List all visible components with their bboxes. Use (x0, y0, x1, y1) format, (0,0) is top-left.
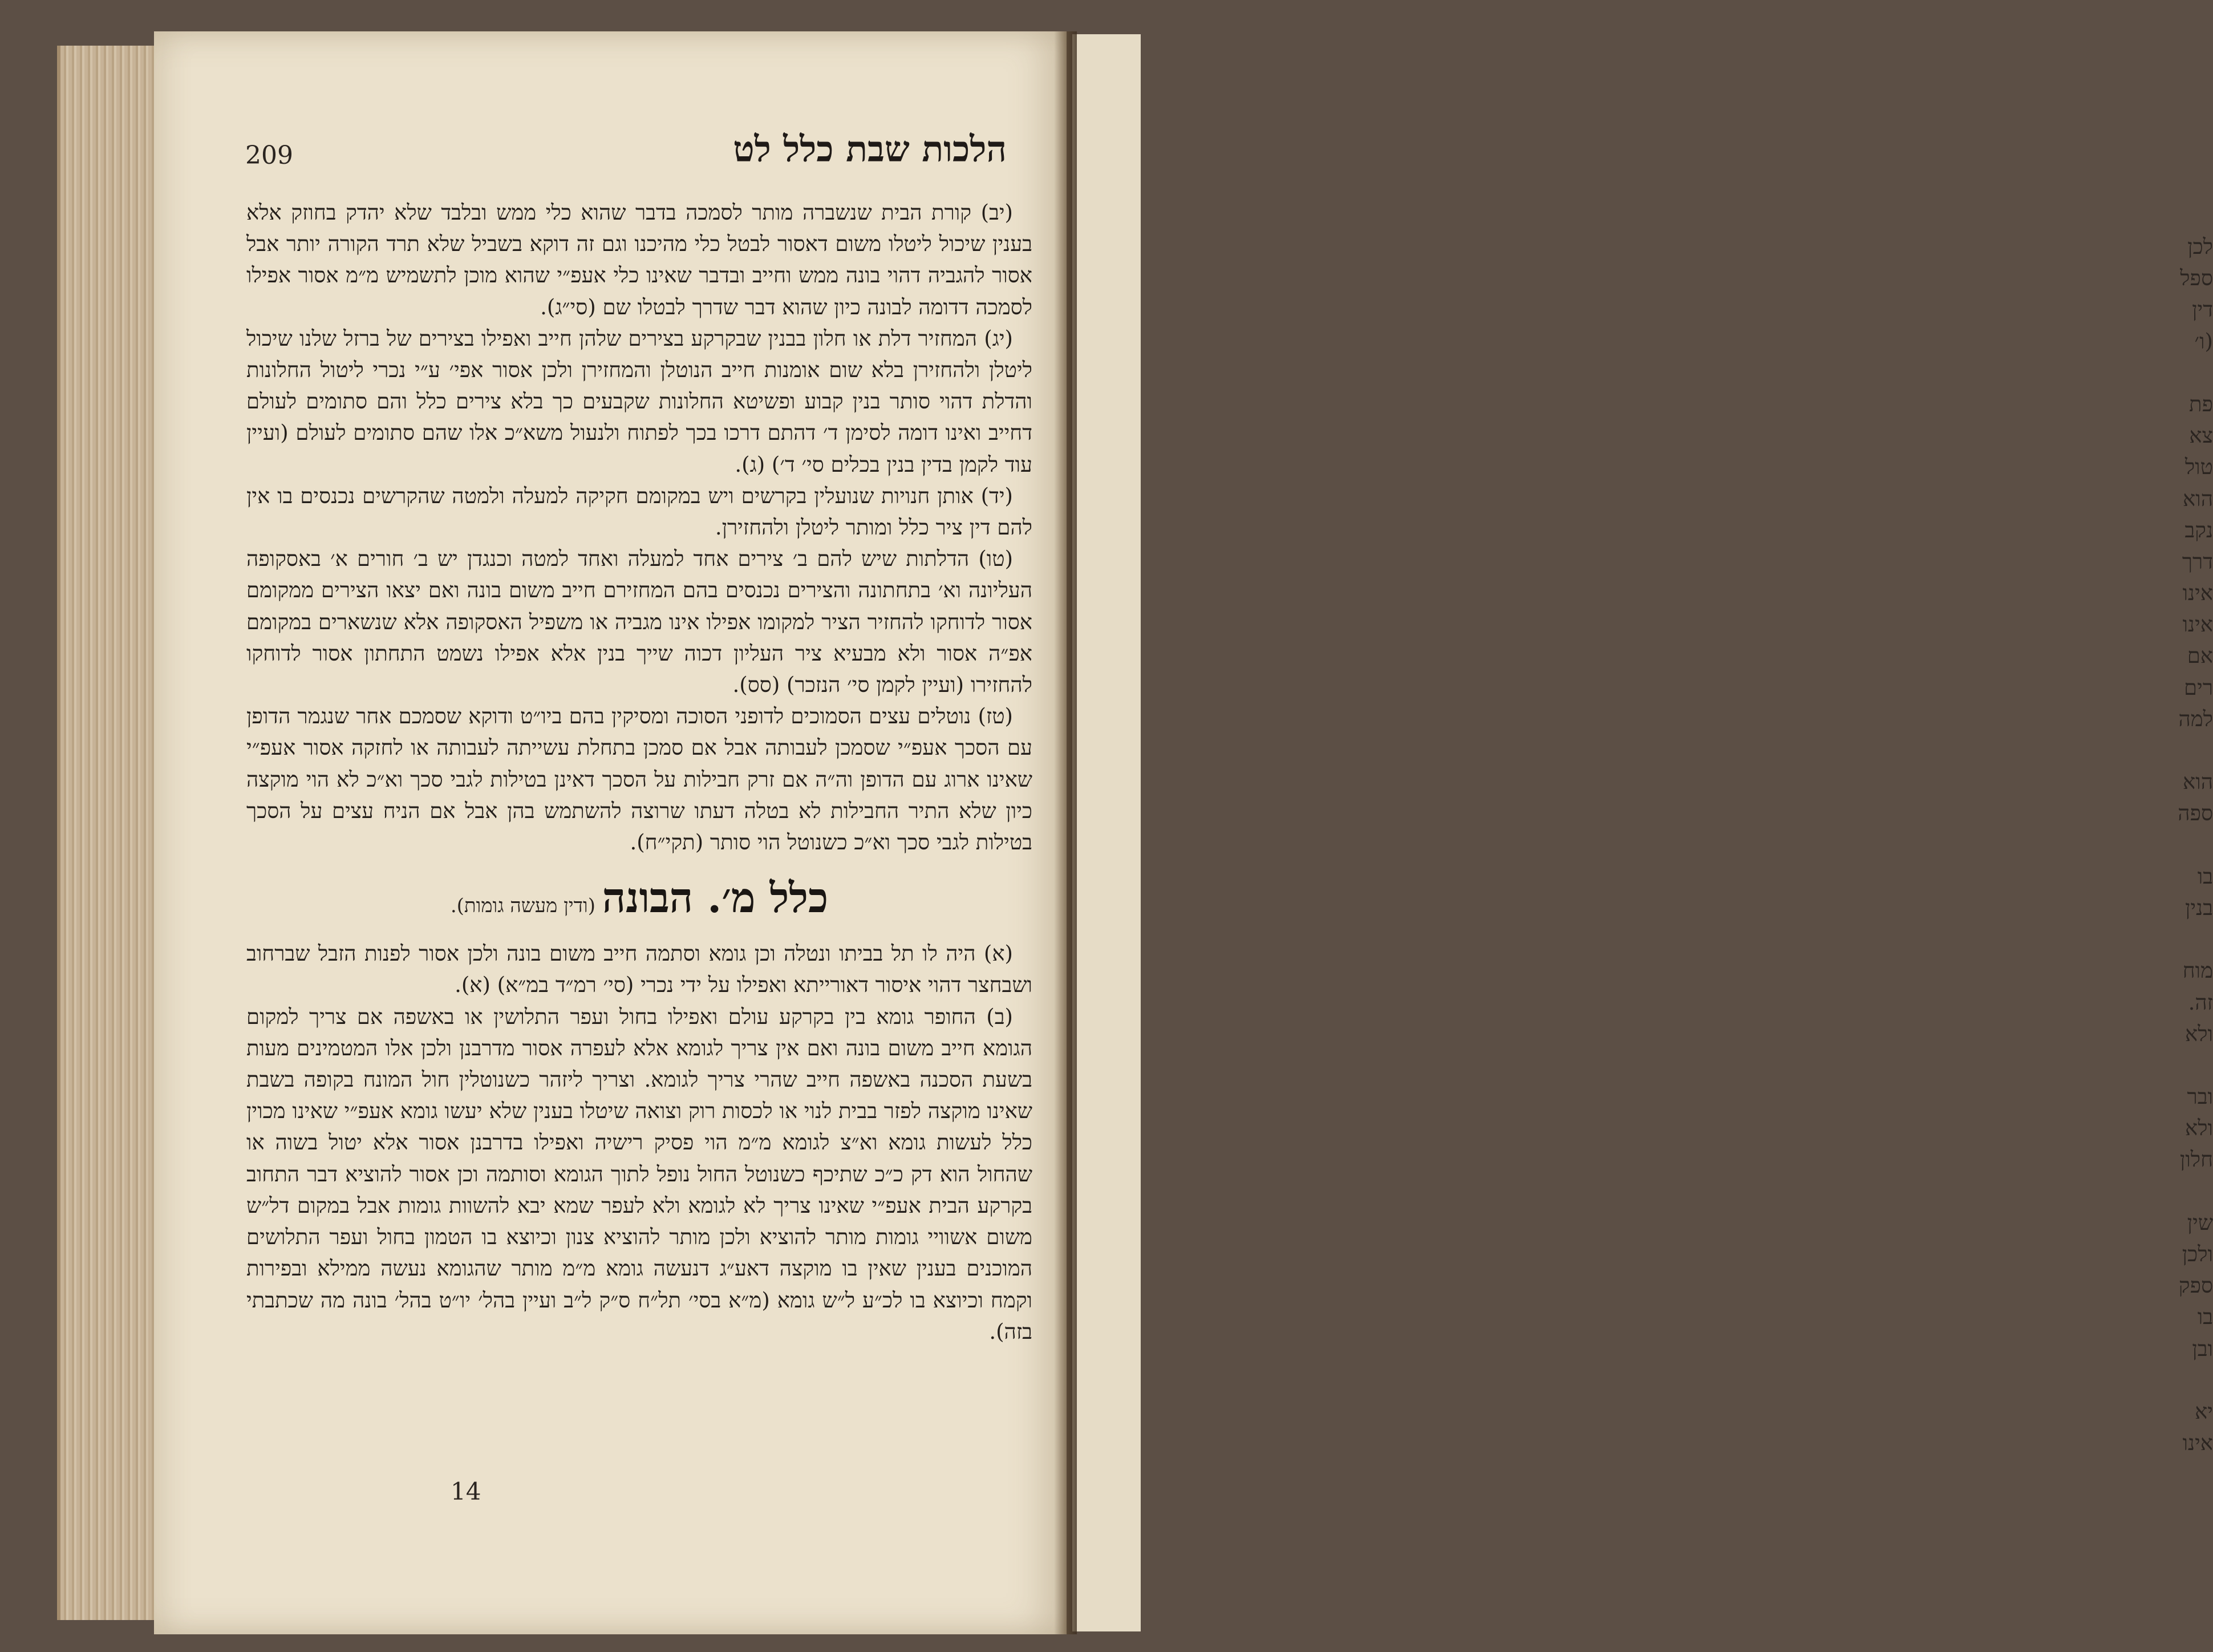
facing-page-line: בנין (2185, 895, 2213, 920)
facing-page-line: מוח (2182, 958, 2213, 983)
facing-page-line: ולכן (2182, 1242, 2213, 1266)
facing-page-line: לכן (2187, 234, 2213, 259)
facing-page-line: רים (2184, 675, 2213, 700)
facing-page-text (2178, 231, 2213, 1459)
facing-page-line: (ו׳ (2194, 329, 2213, 354)
facing-page-line: ספק (2178, 1273, 2213, 1298)
facing-page-line: ספל (2180, 266, 2213, 291)
chapter-paragraph-2: (ב) החופר גומא בין בקרקע עולם ואפילו בחול ועפר התלושין או באשפה אם צריך למקום הגומא חייב משום בונה ואם אין צריך לגומא אלא לעפרה אסור מדרבנן ולכן אלו המטמינים מעות בשעת הסכנה באשפה חייב שהרי צריך לגומא. וצריך ליזהר כשנוטלין חול המונח בקופה בשבת שאינו מוקצה לפזר בבית לנוי או לכסות רוק וצואה שיטלו בענין שלא יעשו גומא אעפ״י שאינו מכוין כלל לעשות גומא וא״צ לגומא מ״מ הוי פסיק רישיה ואפילו בדרבנן אסור אלא יטול בשוה או שהחול הוא דק כ״כ שתיכף כשנוטל החול נופל לתוך הגומא וסותמה וכן אסור להוציא דבר התחוב בקרקע הבית אעפ״י שאינו צריך לא לגומא ולא לעפר שמא יבא להשוות גומות אבל במקום דל״ש משום אשוויי גומות מותר להוציא ולכן מותר להוציא צנון וכיוצא בו הטמון בחול ועפר התלושים המוכנים בענין שאין בו מוקצה דאע״ג דנעשה גומא מ״מ מותר שהגומא נעשה ממילא ובפירות וקמח וכיוצא בו לכ״ע ל״ש גומא (מ״א בסי׳ תל״ח ס״ק ל״ב ועיין בהל׳ יו״ט בהל׳ בונה מה שכתבתי בזה). (246, 1004, 1032, 1344)
page-body (246, 197, 1032, 1347)
page-header (245, 128, 1032, 180)
facing-page-line: הוא (2183, 770, 2213, 795)
facing-page-line (2189, 1176, 2213, 1207)
chapter-paragraph-1: (א) היה לו תל בביתו ונטלה וכן גומא וסתמה חייב משום בונה ולכן אסור לפנות הזבל שברחוב ושבחצר דהוי איסור דאורייתא ואפילו על ידי נכרי (סי׳ רמ״ד במ״א) (א). (246, 941, 1032, 998)
chapter-subtitle: (ודין מעשה גומות). (450, 894, 595, 918)
running-title: הלכות שבת כלל לט (733, 128, 1007, 170)
facing-page-line: בו (2197, 864, 2213, 889)
facing-page-line: ולא (2185, 1021, 2213, 1046)
chapter-heading (246, 872, 1032, 932)
facing-page-line: אם (2187, 643, 2213, 669)
facing-page-line: אינו (2182, 612, 2213, 637)
facing-page-line: פת (2189, 391, 2213, 416)
facing-page-line: חלון (2179, 1147, 2213, 1172)
facing-page-line: הוא (2183, 486, 2213, 511)
facing-page-line: למה (2178, 706, 2213, 731)
facing-page-line: דין (2192, 297, 2213, 322)
facing-page-line: יא (2195, 1399, 2213, 1424)
facing-page-line (2189, 735, 2213, 766)
facing-page-line: ולא (2185, 1116, 2213, 1141)
chapter-title: כלל מ׳. הבונה (602, 873, 829, 922)
facing-page-line: ספה (2178, 801, 2213, 826)
facing-page-line: דרך (2182, 549, 2213, 574)
paragraph-13: (יג) המחזיר דלת או חלון בבנין שבקרקע בצירים שלהן חייב ואפילו בצירים של ברזל שלנו שיכול ליטלן ולהחזירן בלא שום אומנות חייב הנוטלן והמחזירן ולכן אסור אפי׳ ע״י נכרי ליטול החלונות והדלת דהוי סותר בנין קבוע ופשיטא החלונות שקבעים כך בלא צירים כלל והם סתומים לעולם דחייב ואינו דומה לסימן ד׳ דהתם דרכו בכך לפתוח ולנעול משא״כ אלו שהם סתומים לעולם (ועיין עוד לקמן בדין בנין בכלים סי׳ ד׳) (ג). (246, 326, 1032, 477)
facing-page-line: זה. (2188, 990, 2213, 1015)
facing-page-line: שין (2187, 1210, 2213, 1235)
facing-page-line: צא (2189, 423, 2213, 448)
facing-page-line: טול (2184, 455, 2213, 480)
page-number: 209 (245, 141, 293, 170)
paragraph-14: (יד) אותן חנויות שנועלין בקרשים ויש במקומם חקיקה למעלה ולמטה שהקרשים נכנסים בו אין להם דין ציר כלל ומותר ליטלן ולהחזירן. (246, 483, 1032, 540)
facing-page-line (2189, 829, 2213, 861)
book-gutter-shadow (1054, 31, 1077, 1634)
paragraph-16: (טז) נוטלים עצים הסמוכים לדופני הסוכה ומסיקין בהם ביו״ט ודוקא שסמכם אחר שנגמר הדופן עם הסכך אעפ״י שסמכן לעבותה אבל אם סמכן בתחלת עשייתה לעבותה או לחזקה אסור אעפ״י שאינו ארוג עם הדופן וה״ה אם זרק חבילות על הסכך דאינן בטילות לגבי סכך וא״כ לא הוי מוקצה כיון שלא התיר החבילות לא בטלה דעתו שרוצה להשתמש בהן אבל אם הניח עצים על הסכך בטילות לגבי סכך וא״כ כשנוטל הוי סותר (תקי״ח). (246, 704, 1032, 855)
signature-mark: 14 (451, 1477, 481, 1505)
facing-page-line (2189, 924, 2213, 955)
facing-page-line: ובר (2187, 1084, 2213, 1110)
facing-page-line: אינו (2182, 581, 2213, 606)
facing-page-line: בו (2197, 1305, 2213, 1330)
facing-page-line (2189, 1364, 2213, 1396)
facing-page (1072, 34, 2213, 1631)
paragraph-15: (טו) הדלתות שיש להם ב׳ צירים אחד למעלה ואחד למטה וכנגדן יש ב׳ חורים א׳ באסקופה העליונה וא׳ בתחתונה והצירים נכנסים בהם המחזירם חייב משום בונה ואם יצאו הצירים ממקומם אסור לדוחקו להחזיר הציר למקומו אפילו אינו מגביה או משפיל האסקופה אלא שנשארים במקומם אפ״ה אסור ולא מבעיא ציר העליון דכוה שייך בנין אלא אפילו נשמט התחתון אסור לדוחקו להחזירו (ועיין לקמן סי׳ הנזכר) (סס). (246, 546, 1032, 698)
paragraph-12: (יב) קורת הבית שנשברה מותר לסמכה בדבר שהוא כלי ממש ובלבד שלא יהדק בחוזק אלא בענין שיכול ליטלו משום דאסור לבטל כלי מהיכנו וגם זה דוקא בשביל שלא תרד הקורה יותר אבל אסור להגביה דהוי בונה ממש וחייב ובדבר שאינו כלי אעפ״י שהוא מוכן לתשמיש מ״מ אסור אפילו לסמכה דדומה לבונה כיון שהוא דבר שדרך לבטלו שם (סי״ג). (246, 200, 1032, 319)
facing-page-line (2189, 357, 2213, 388)
facing-page-line (2189, 1050, 2213, 1081)
facing-page-line: ובן (2192, 1336, 2213, 1361)
facing-page-line: נקב (2184, 517, 2213, 542)
facing-page-line: אינו (2182, 1431, 2213, 1456)
book-fore-edge (57, 46, 165, 1620)
